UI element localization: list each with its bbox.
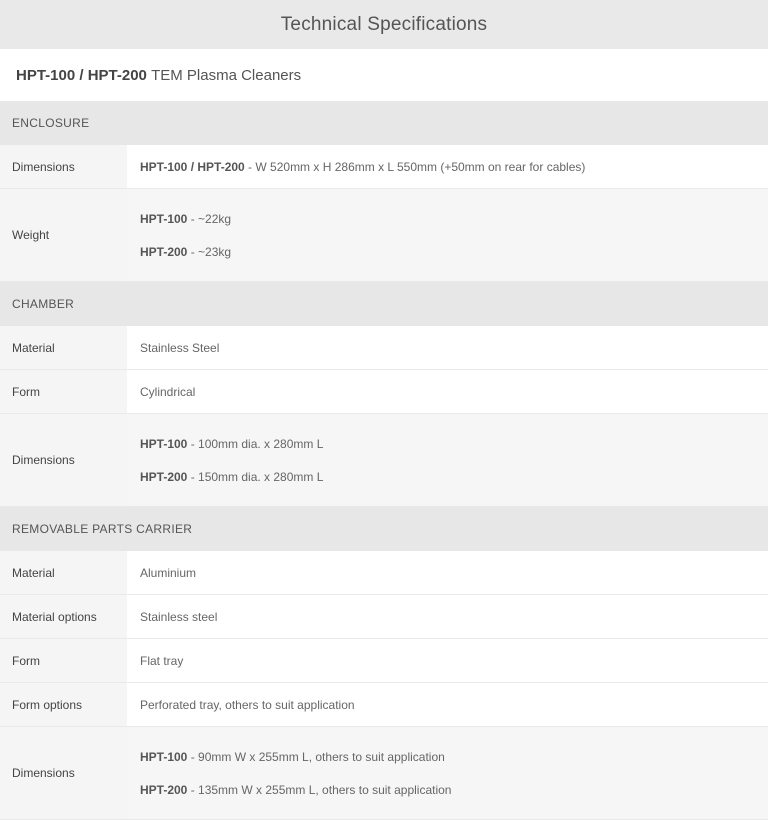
model-name: HPT-200 — [140, 244, 188, 259]
section-header-chamber — [0, 282, 768, 327]
section-header-removable-parts-carrier — [0, 507, 768, 552]
spec-value — [127, 326, 768, 370]
spec-label: Material — [0, 551, 127, 595]
spec-text: Aluminium — [140, 565, 197, 580]
page-title: Technical Specifications — [280, 13, 488, 35]
product-subtitle — [0, 49, 768, 101]
spec-label: Form — [0, 639, 127, 683]
spec-value — [127, 639, 768, 683]
table-row — [0, 551, 768, 595]
spec-text: Stainless steel — [140, 609, 218, 624]
table-row — [0, 595, 768, 639]
spec-value — [127, 189, 768, 282]
spec-text: Stainless Steel — [140, 340, 220, 355]
spec-value — [127, 551, 768, 595]
spec-label: Form options — [0, 683, 127, 727]
spec-text: Perforated tray, others to suit application — [140, 697, 355, 712]
table-row — [0, 326, 768, 370]
table-row — [0, 639, 768, 683]
spec-text: - ~23kg — [187, 244, 232, 259]
table-row — [0, 370, 768, 414]
spec-text: Cylindrical — [140, 384, 196, 399]
model-name: HPT-200 — [140, 469, 188, 484]
table-row — [0, 727, 768, 820]
table-row — [0, 683, 768, 727]
model-name: HPT-100 — [140, 211, 188, 226]
model-name: HPT-100 / HPT-200 — [140, 159, 245, 174]
spec-text: - 90mm W x 255mm L, others to suit application — [187, 749, 445, 764]
model-name: HPT-100 — [140, 436, 188, 451]
spec-value — [127, 595, 768, 639]
spec-label: Weight — [0, 189, 127, 282]
spec-label: Dimensions — [0, 727, 127, 820]
section-title: CHAMBER — [0, 282, 768, 327]
spec-label: Dimensions — [0, 145, 127, 189]
spec-text: - 100mm dia. x 280mm L — [187, 436, 324, 451]
subtitle-text: TEM Plasma Cleaners — [151, 66, 302, 84]
table-row — [0, 414, 768, 507]
section-title: REMOVABLE PARTS CARRIER — [0, 507, 768, 552]
spec-value — [127, 370, 768, 414]
spec-text: - W 520mm x H 286mm x L 550mm (+50mm on rear for cables) — [244, 159, 586, 174]
spec-label: Material — [0, 326, 127, 370]
model-name: HPT-200 — [140, 782, 188, 797]
section-header-enclosure — [0, 101, 768, 145]
title-bar — [0, 0, 768, 49]
spec-value — [127, 414, 768, 507]
spec-text: Flat tray — [140, 653, 184, 668]
spec-text: - 135mm W x 255mm L, others to suit application — [187, 782, 452, 797]
spec-value — [127, 727, 768, 820]
spec-label: Dimensions — [0, 414, 127, 507]
model-name: HPT-100 — [140, 749, 188, 764]
spec-table — [0, 101, 768, 820]
table-row — [0, 189, 768, 282]
table-row — [0, 145, 768, 189]
spec-value — [127, 683, 768, 727]
spec-value — [127, 145, 768, 189]
spec-text: - 150mm dia. x 280mm L — [187, 469, 324, 484]
spec-label: Form — [0, 370, 127, 414]
section-title: ENCLOSURE — [0, 101, 768, 145]
spec-text: - ~22kg — [187, 211, 232, 226]
subtitle-models: HPT-100 / HPT-200 — [16, 66, 147, 84]
spec-label: Material options — [0, 595, 127, 639]
